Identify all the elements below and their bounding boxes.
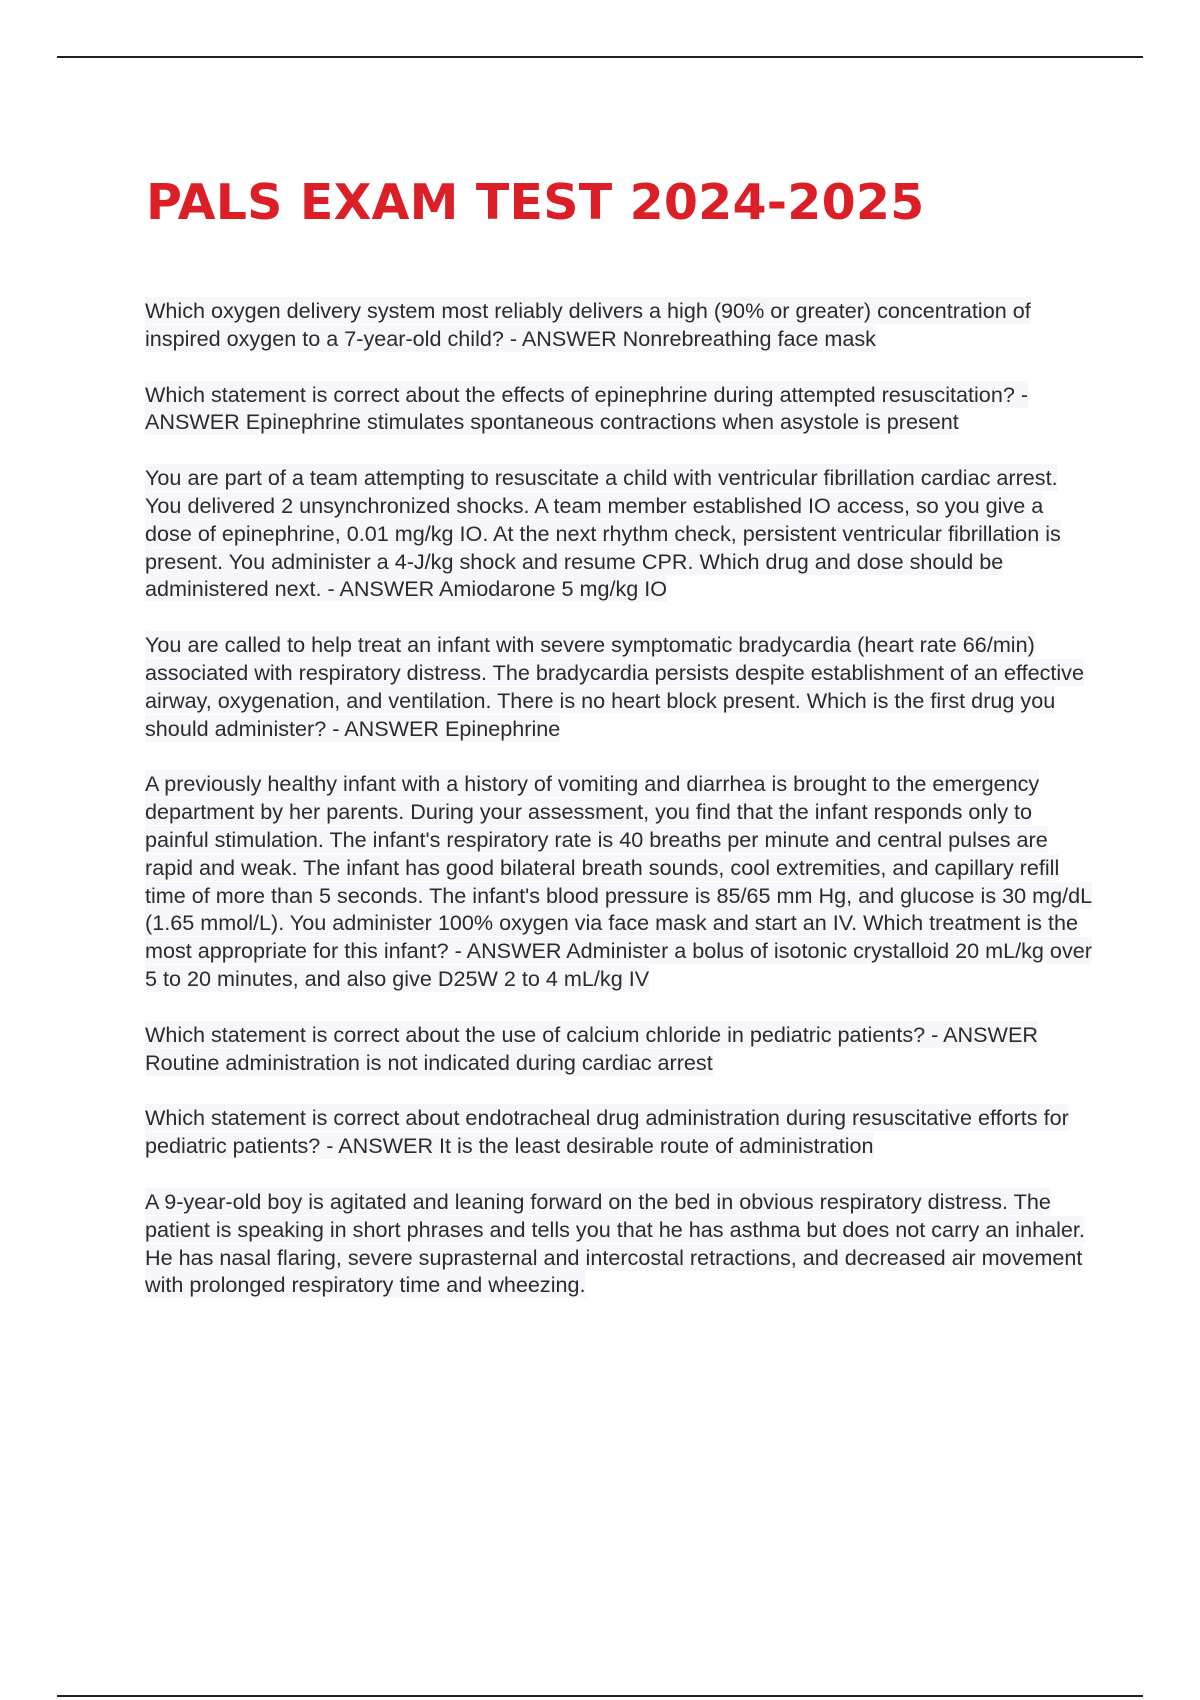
question-item: [145, 631, 1095, 742]
question-item: [145, 1021, 1095, 1077]
question-text: Which statement is correct about the effects of epinephrine during attempted resuscitation? - ANSWER Epinephrine stimulates spontaneous contractions when asystole is present: [145, 381, 1029, 435]
question-item: [145, 1104, 1095, 1160]
bottom-rule: [57, 1695, 1143, 1697]
page-title: PALS EXAM TEST 2024-2025: [146, 174, 925, 231]
question-text: Which statement is correct about the use of calcium chloride in pediatric patients? - ANSWER Routine administration is not indicated during cardiac arrest: [145, 1021, 1038, 1075]
question-item: [145, 464, 1095, 603]
question-item: [145, 1188, 1095, 1299]
question-text: Which statement is correct about endotracheal drug administration during resuscitative efforts for pediatric patients? - ANSWER It is the least desirable route of administration: [145, 1105, 1069, 1159]
question-item: [145, 297, 1095, 353]
question-list: [145, 297, 1095, 1327]
question-text: A previously healthy infant with a history of vomiting and diarrhea is brought to the emergency department by her parents. During your assessment, you find that the infant responds only to painful stimulation. The infant's respiratory rate is 40 breaths per minute and central pulses are rapid and weak. The infant has good bilateral breath sounds, cool extremities, and capillary refill time of more than 5 seconds. The infant's blood pressure is 85/65 mm Hg, and glucose is 30 mg/dL (1.65 mmol/L). You administer 100% oxygen via face mask and start an IV. Which treatment is the most appropriate for this infant? - ANSWER Administer a bolus of isotonic crystalloid 20 mL/kg over 5 to 20 minutes, and also give D25W 2 to 4 mL/kg IV: [145, 771, 1093, 991]
question-text: You are called to help treat an infant with severe symptomatic bradycardia (heart rate 66/min) associated with respiratory distress. The bradycardia persists despite establishment of an effective airway, oxygenation, and ventilation. There is no heart block present. Which is the first drug you should administer? - ANSWER Epinephrine: [145, 632, 1084, 741]
top-rule: [57, 56, 1143, 58]
question-text: Which oxygen delivery system most reliably delivers a high (90% or greater) concentration of inspired oxygen to a 7-year-old child? - ANSWER Nonrebreathing face mask: [145, 298, 1031, 351]
question-item: [145, 381, 1095, 437]
question-text: A 9-year-old boy is agitated and leaning forward on the bed in obvious respiratory distress. The patient is speaking in short phrases and tells you that he has asthma but does not carry an inhaler. He has nasal flaring, severe suprasternal and intercostal retractions, and decreased air movement with prolonged respiratory time and wheezing.: [145, 1188, 1085, 1298]
question-text: You are part of a team attempting to resuscitate a child with ventricular fibrillation cardiac arrest. You delivered 2 unsynchronized shocks. A team member established IO access, so you give a dose of epinephrine, 0.01 mg/kg IO. At the next rhythm check, persistent ventricular fibrillation is present. You administer a 4-J/kg shock and resume CPR. Which drug and dose should be administered next. - ANSWER Amiodarone 5 mg/kg IO: [145, 465, 1061, 602]
question-item: [145, 770, 1095, 992]
